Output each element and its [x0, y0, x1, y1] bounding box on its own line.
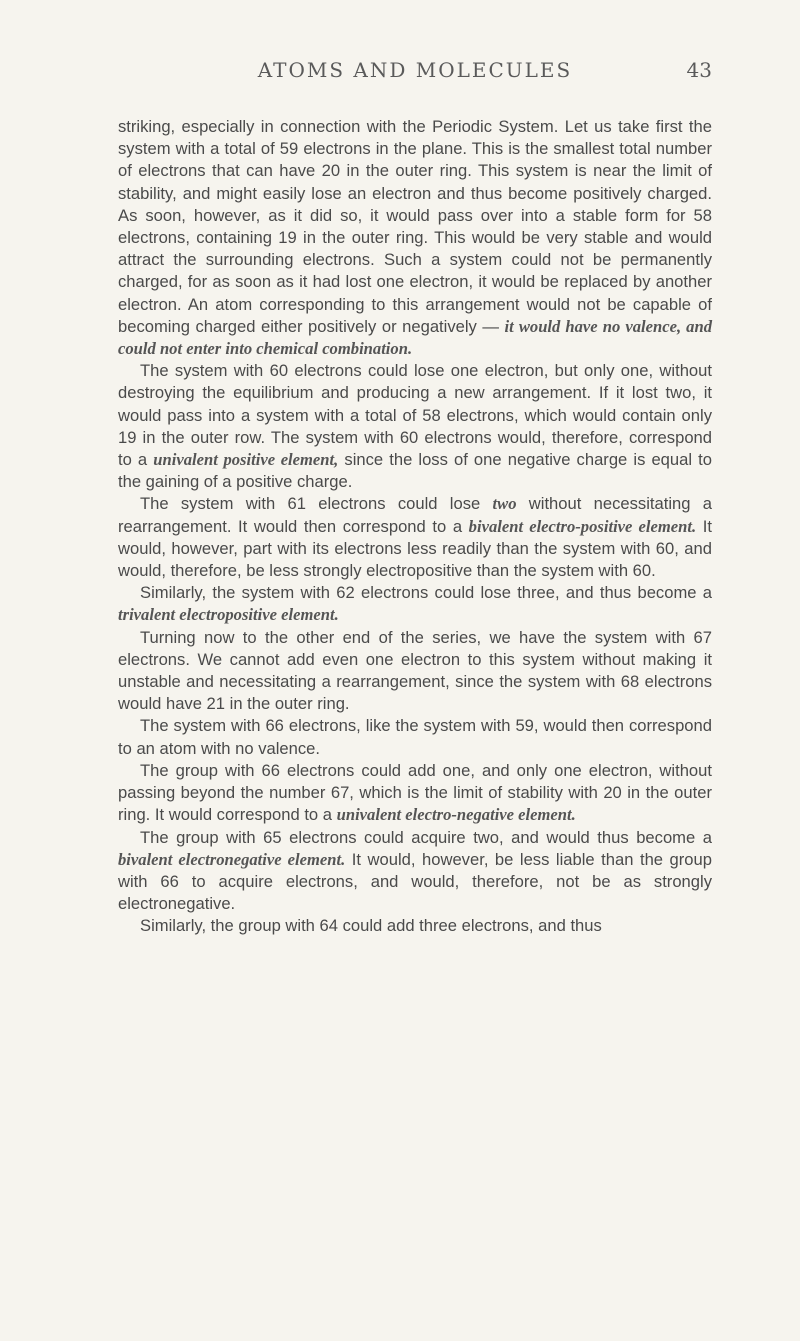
paragraph-2: The system with 60 electrons could lose one electron, but only one, without destroying the equilibrium and producing a new arrangement. If it lost two, it would pass into a system with a total of 58 electrons, which would contain only 19 in the outer row. The system with 60 electrons would, therefore, correspond to a univalent positive element, since the loss of one negative charge is equal to the gaining of a positive charge. — [118, 361, 712, 492]
page-number: 43 — [686, 58, 712, 82]
paragraph-7: The group with 66 electrons could add one, and only one electron, without passing beyond the number 67, which is the limit of stability with 20 in the outer ring. It would correspond to a univalent electro-negative element. — [118, 760, 712, 825]
paragraph-3: The system with 61 electrons could lose two without necessitating a rearrangement. It would then correspond to a bivalent electro-positive element. It would, however, part with its electrons less readily than the system with 60, and would, therefore, be less strongly electropositive than the system with 60. — [118, 494, 712, 581]
running-head — [118, 58, 712, 84]
paragraph-9: Similarly, the group with 64 could add three electrons, and thus — [140, 916, 602, 936]
paragraph-5: Turning now to the other end of the series, we have the system with 67 electrons. We cannot add even one electron to this system without making it unstable and necessitating a rearrangement, since the system with 68 electrons would have 21 in the outer ring. — [118, 627, 712, 714]
paragraph-1: striking, especially in connection with the Periodic System. Let us take first the system with a total of 59 electrons in the plane. This is the smallest total number of electrons that can have 20 in the outer ring. This system is near the limit of stability, and might easily lose an electron and thus become positively charged. As soon, however, as it did so, it would pass over into a stable form for 58 electrons, containing 19 in the outer ring. This would be very stable and would attract the surrounding electrons. Such a system could not be permanently charged, for as soon as it had lost one electron, it would be replaced by another electron. An atom corresponding to this arrangement would not be capable of becoming charged either positively or negatively — it would have no valence, and could not enter into chemical combination. — [118, 117, 712, 359]
paragraph-6: The system with 66 electrons, like the system with 59, would then correspond to an atom with no valence. — [118, 716, 712, 758]
body-text — [118, 116, 712, 938]
running-head-title: ATOMS AND MOLECULES — [257, 58, 573, 82]
paragraph-8: The group with 65 electrons could acquire two, and would thus become a bivalent electronegative element. It would, however, be less liable than the group with 66 to acquire electrons, and would, therefore, not be as strongly electronegative. — [118, 827, 712, 914]
paragraph-4: Similarly, the system with 62 electrons could lose three, and thus become a trivalent electropositive element. — [118, 583, 712, 625]
